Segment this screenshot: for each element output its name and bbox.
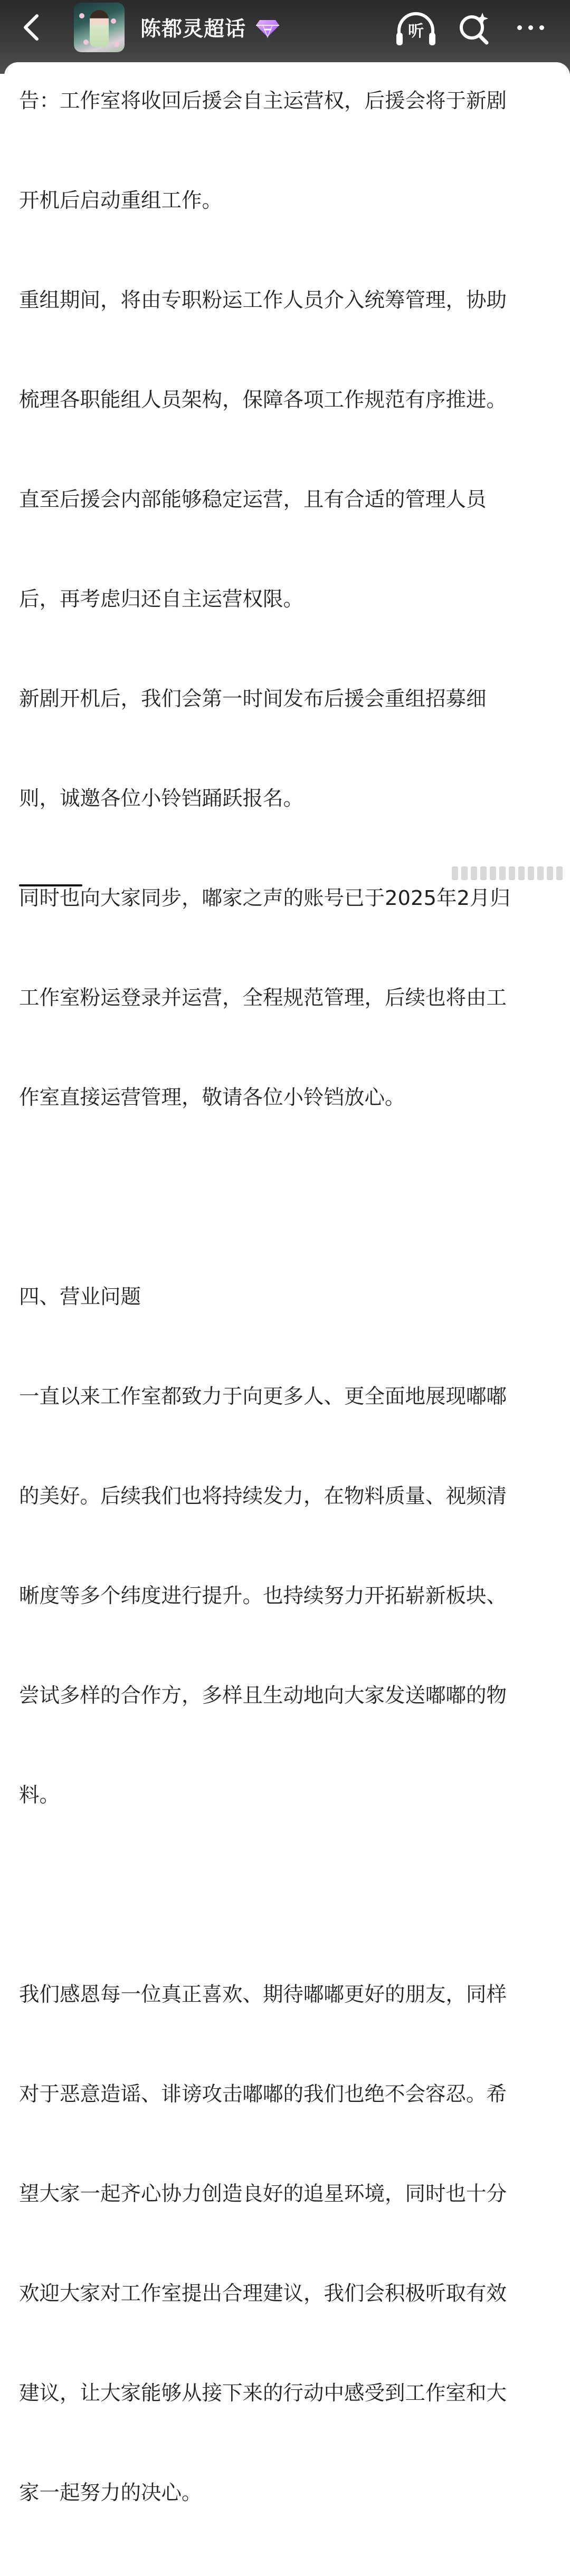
home-indicator (19, 884, 82, 886)
scroll-indicator (452, 866, 563, 880)
post-line: 我们感恩每一位真正喜欢、期待嘟嘟更好的朋友，同样 (19, 1983, 507, 2006)
post-line: 直至后援会内部能够稳定运营，且有合适的管理人员 (19, 488, 487, 512)
post-line: 对于恶意造谣、诽谤攻击嘟嘟的我们也绝不会容忍。希 (19, 2082, 507, 2106)
post-line: 家一起努力的决心。 (19, 2481, 202, 2505)
post-line: 望大家一起齐心协力创造良好的追星环境，同时也十分 (19, 2182, 507, 2206)
post-line: 一直以来工作室都致力于向更多人、更全面地展现嘟嘟 (19, 1385, 507, 1408)
post-card (4, 62, 570, 2505)
post-line: 晰度等多个纬度进行提升。也持续努力开拓崭新板块、 (19, 1584, 507, 1608)
post-line: 开机后启动重组工作。 (19, 189, 223, 213)
post-line: 工作室粉运登录并运营，全程规范管理，后续也将由工 (19, 986, 507, 1010)
post-line: 告：工作室将收回后援会自主运营权，后援会将于新剧 (19, 89, 507, 113)
post-line: 尝试多样的合作方，多样且生动地向大家发送嘟嘟的物 (19, 1684, 507, 1707)
post-line: 梳理各职能组人员架构，保障各项工作规范有序推进。 (19, 388, 507, 412)
post-line (19, 1181, 568, 1214)
post-line: 的美好。后续我们也将持续发力，在物料质量、视频清 (19, 1484, 507, 1508)
post-line: 作室直接运营管理，敬请各位小铃铛放心。 (19, 1086, 405, 1109)
supertopic-title[interactable]: 陈都灵超话 (140, 17, 246, 41)
post-line: 同时也向大家同步，嘟家之声的账号已于2025年2月归 (19, 886, 510, 910)
post-line (19, 1878, 568, 1912)
post-line: 欢迎大家对工作室提出合理建议，我们会积极听取有效 (19, 2282, 507, 2305)
listen-label: 听 (408, 22, 424, 41)
post-line: 后，再考虑归还自主运营权限。 (19, 587, 304, 611)
post-line: 新剧开机后，我们会第一时间发布后援会重组招募细 (19, 687, 487, 711)
post-line: 重组期间，将由专职粉运工作人员介入统筹管理，协助 (19, 288, 507, 312)
post-line: 料。 (19, 1783, 60, 1807)
section-heading: 四、营业问题 (19, 1285, 141, 1309)
post-line: 则，诚邀各位小铃铛踊跃报名。 (19, 787, 304, 811)
post-line: 建议，让大家能够从接下来的行动中感受到工作室和大 (19, 2381, 507, 2405)
post-body (19, 18, 568, 2576)
